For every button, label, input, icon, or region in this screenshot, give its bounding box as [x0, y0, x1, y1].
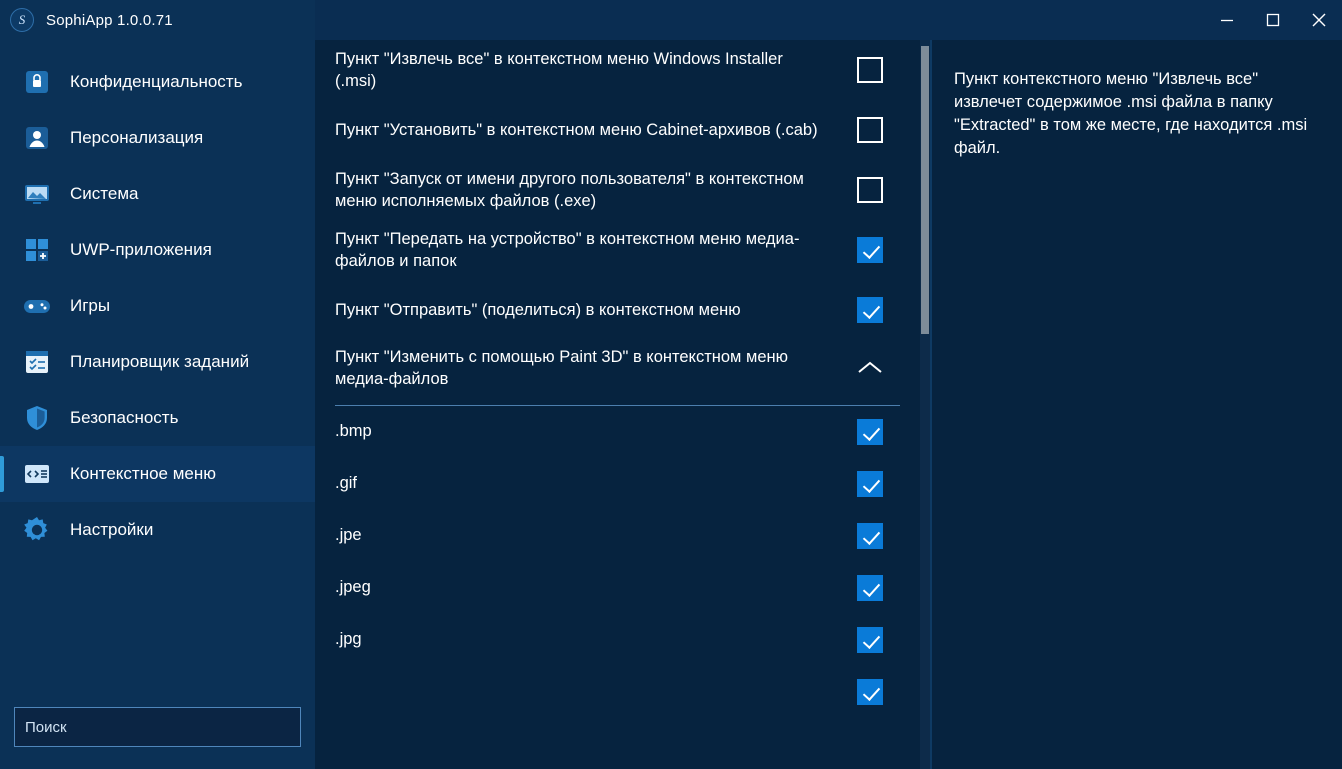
option-control [840, 117, 900, 143]
app-title: SophiApp 1.0.0.71 [46, 11, 173, 29]
description-pane [930, 40, 1342, 769]
sub-option-control [840, 679, 900, 705]
sidebar [0, 40, 315, 769]
app-logo-glyph: S [18, 12, 26, 27]
sidebar-item-personalization[interactable] [0, 110, 315, 166]
sidebar-item-system[interactable] [0, 166, 315, 222]
checkbox-cab-install[interactable] [857, 117, 883, 143]
option-label: Пункт "Извлечь все" в контекстном меню Windows Installer (.msi) [335, 49, 783, 90]
sidebar-item-label: Игры [70, 296, 111, 315]
option-row-expandable[interactable] [315, 340, 930, 405]
checkbox-bmp[interactable] [857, 419, 883, 445]
minimize-button[interactable] [1204, 0, 1250, 40]
sidebar-item-settings[interactable] [0, 502, 315, 558]
chevron-up-icon[interactable] [855, 353, 885, 383]
sub-option-control [840, 575, 900, 601]
options-list [315, 40, 930, 769]
sidebar-item-label: Безопасность [70, 408, 179, 427]
option-control [840, 237, 900, 263]
option-control [840, 177, 900, 203]
sub-option-label: .bmp [335, 422, 372, 441]
sub-option-row[interactable] [315, 458, 930, 510]
sub-option-row-partial[interactable] [315, 666, 930, 718]
app-logo-icon [10, 8, 34, 32]
sidebar-item-uwp-apps[interactable] [0, 222, 315, 278]
checkbox-msi-extract-all[interactable] [857, 57, 883, 83]
checkbox-run-as-different-user[interactable] [857, 177, 883, 203]
gamepad-icon [20, 289, 54, 323]
sub-option-row[interactable] [315, 562, 930, 614]
vertical-scrollbar[interactable] [920, 40, 930, 769]
window-body [0, 40, 1342, 769]
sidebar-item-task-scheduler[interactable] [0, 334, 315, 390]
checkbox-gif[interactable] [857, 471, 883, 497]
shield-icon [20, 401, 54, 435]
checkbox-jpe[interactable] [857, 523, 883, 549]
gear-icon [20, 513, 54, 547]
option-label: Пункт "Отправить" (поделиться) в контекстном меню [335, 300, 741, 319]
sub-option-label: .gif [335, 474, 358, 493]
option-control [840, 57, 900, 83]
sidebar-item-label: Контекстное меню [70, 464, 217, 483]
option-control [840, 353, 900, 383]
sidebar-item-privacy[interactable] [0, 54, 315, 110]
search-input[interactable] [14, 707, 301, 747]
privacy-lock-icon [20, 65, 54, 99]
option-control [840, 297, 900, 323]
checkbox-cast-to-device[interactable] [857, 237, 883, 263]
sidebar-item-label: Планировщик заданий [70, 352, 250, 371]
sidebar-item-games[interactable] [0, 278, 315, 334]
sidebar-item-label: Система [70, 184, 139, 203]
person-icon [20, 121, 54, 155]
window-controls [1204, 0, 1342, 40]
option-label: Пункт "Установить" в контекстном меню Cabinet-архивов (.cab) [335, 120, 818, 139]
maximize-button[interactable] [1250, 0, 1296, 40]
sub-option-row[interactable] [315, 510, 930, 562]
option-row[interactable] [315, 160, 930, 220]
task-scheduler-icon [20, 345, 54, 379]
option-label: Пункт "Запуск от имени другого пользователя" в контекстном меню исполняемых файлов (.exe) [335, 169, 804, 210]
sub-option-control [840, 419, 900, 445]
title-bar-left [0, 0, 315, 40]
checkbox-share[interactable] [857, 297, 883, 323]
description-text: Пункт контекстного меню "Извлечь все" извлечет содержимое .msi файла в папку "Extracted" в том же месте, где находится .msi файл. [954, 70, 1308, 158]
scrollbar-thumb[interactable] [921, 46, 929, 334]
option-row[interactable] [315, 40, 930, 100]
sidebar-item-context-menu[interactable] [0, 446, 315, 502]
option-row[interactable] [315, 280, 930, 340]
sidebar-item-label: UWP-приложения [70, 240, 212, 259]
option-label: Пункт "Передать на устройство" в контекстном меню медиа-файлов и папок [335, 229, 800, 270]
context-menu-icon [20, 457, 54, 491]
sub-option-label: .jpeg [335, 578, 371, 597]
close-button[interactable] [1296, 0, 1342, 40]
title-bar-drag-area[interactable] [315, 0, 1204, 40]
option-row[interactable] [315, 220, 930, 280]
sub-option-control [840, 523, 900, 549]
option-row[interactable] [315, 100, 930, 160]
checkbox-next-extension[interactable] [857, 679, 883, 705]
uwp-apps-icon [20, 233, 54, 267]
sub-option-label: .jpe [335, 526, 362, 545]
sub-option-control [840, 627, 900, 653]
sub-option-label: .jpg [335, 630, 362, 649]
sub-option-row[interactable] [315, 614, 930, 666]
checkbox-jpg[interactable] [857, 627, 883, 653]
option-label: Пункт "Изменить с помощью Paint 3D" в контекстном меню медиа-файлов [335, 348, 788, 389]
sub-option-control [840, 471, 900, 497]
title-bar [0, 0, 1342, 40]
system-monitor-icon [20, 177, 54, 211]
sidebar-nav [0, 40, 315, 707]
sidebar-item-label: Персонализация [70, 128, 204, 147]
checkbox-jpeg[interactable] [857, 575, 883, 601]
sidebar-item-label: Конфиденциальность [70, 72, 243, 91]
sidebar-item-label: Настройки [70, 520, 154, 539]
search-container [0, 707, 315, 769]
sub-option-row[interactable] [315, 406, 930, 458]
sidebar-item-security[interactable] [0, 390, 315, 446]
options-list-inner [315, 40, 930, 769]
